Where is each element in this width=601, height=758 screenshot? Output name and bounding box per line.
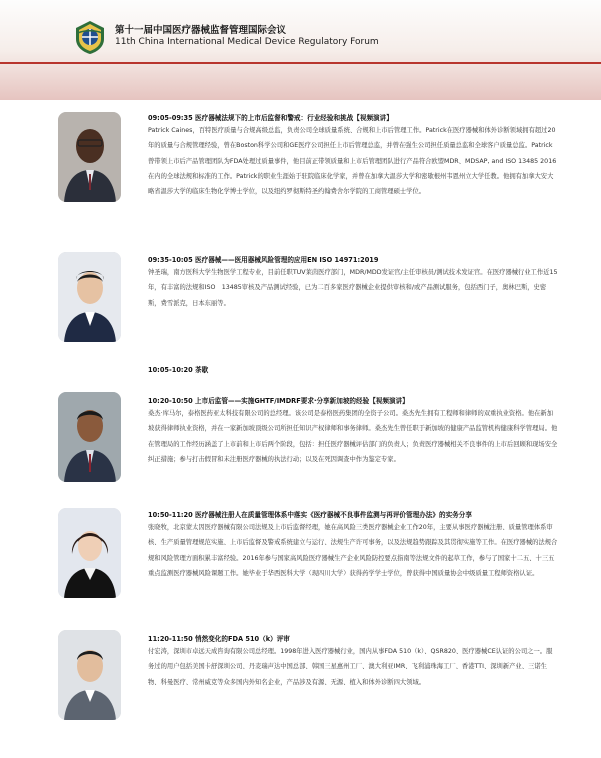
session-2-bio: 钟圣瑞，南方医科大学生物医学工程专业，目前任职TUV莱茵医疗部门，MDR/MDD发证官/主任审核员/测试技术发证官。在医疗器械行业工作近15年，有丰富的法规和ISO 13485审核及产品测试经验，已为二百多家医疗器械企业提供审核和/或产品测试服务，包括西门子，奥林巴斯，史密斯，费雪派克，日本东丽等。 xyxy=(148,269,558,307)
conference-logo xyxy=(72,19,108,55)
tea-break: 10:05-10:20 茶歇 xyxy=(148,366,209,374)
header-divider xyxy=(0,62,601,64)
conference-title-cn: 第十一届中国医疗器械监督管理国际会议 xyxy=(115,25,287,36)
session-2-title: 09:35-10:05 医疗器械——医用器械风险管理的应用EN ISO 14971:2019 xyxy=(148,256,379,264)
session-3-bio: 桑杰·库马尔，泰格医药亚太科技有限公司的总经理。该公司是泰格医药集团的全资子公司。桑杰先生拥有工程师和律师的双重执业资格。他在新加坡获得律师执业资格，并在一家新加坡顶级公司所担任知识产权律师和事务律师。桑杰先生曾任职于新加坡的健康产品监管机构健康科学管理局。他在管理局的工作经历涵盖了上市前和上市后两个阶段，包括：担任医疗器械评估部门的负责人；负责医疗器械相关不良事件的上市后回顾和现场安全纠正措施；参与打击假冒和未注册医疗器械的执法行动；以及在死因调查中作为鉴定专家。 xyxy=(148,410,558,463)
speaker-photo-2 xyxy=(58,252,121,342)
speaker-photo-3 xyxy=(58,392,121,482)
conference-title-en: 11th China International Medical Device Regulatory Forum xyxy=(115,37,379,47)
session-1-title: 09:05-09:35 医疗器械法规下的上市后监督和警戒：行业经验和挑战【视频演讲】 xyxy=(148,114,393,122)
session-5-title: 11:20-11:50 悄然变化的FDA 510（k）评审 xyxy=(148,635,290,643)
speaker-photo-5 xyxy=(58,630,121,720)
speaker-photo-1 xyxy=(58,112,121,202)
speaker-photo-4 xyxy=(58,508,121,598)
session-1-bio: Patrick Caines，百特医疗质量与合规高级总监，负责公司全球质量系统、合规和上市后管理工作。Patrick在医疗器械和体外诊断领域拥有超过20年的质量与合规管理经验，曾在Boston科学公司和GE医疗公司担任上市后管理总监，并曾在强生公司担任质量总监和全球客户质量总监。Patrick曾带领上市后产品管理团队为FDA处理过质量事件，他目前正带领质量和上市后管理团队进行产品符合欧盟MDR、MDSAP, and ISO 13485 2016在内的全球法规和标准的工作。Patrick的职业生涯始于驻院临床化学家，并曾在加拿大温莎大学和密歇根州韦恩州立大学任教。他拥有加拿大安大略省温莎大学的临床生物化学博士学位，以及纽约罗彻斯特圣约翰费舍尔学院的工商管理硕士学位。 xyxy=(148,127,557,196)
session-4-bio: 张晓牧，北京蒙太因医疗器械有限公司法规及上市后监督经理，她在高风险三类医疗器械企业工作20年，主要从事医疗器械注册、质量管理体系审核、生产质量管理规范实施、上市后监督及警戒系统建立与运行、法规生产许可事务，以及法规趋势跟踪及其贯彻实施等工作。在医疗器械的法规合规和风险管理方面积累丰富经验。2016年参与国家高风险医疗器械生产企业风险防控要点指南等法规文件的起草工作，参与了国家十二五、十三五重点监测医疗器械风险课题工作。她毕业于华西医科大学（现四川大学）获得药学学士学位，曾获得中国质量协会中级质量工程师资格认证。 xyxy=(148,524,558,577)
session-4-title: 10:50-11:20 医疗器械注册人在质量管理体系中落实《医疗器械不良事件监测与再评价管理办法》的实务分享 xyxy=(148,511,472,519)
session-3-title: 10:20-10:50 上市后监管——实施GHTF/IMDRF要求·分享新加坡的经验【视频演讲】 xyxy=(148,397,409,405)
session-5-bio: 付宏涛，深圳市卓远天成咨询有限公司总经理。1998年进入医疗器械行业，国内从事FDA 510（k）、QSR820、医疗器械CE认证的公司之一。服务过的用户包括美国卡舒深圳公司、丹麦瑞声达中国总部、韩国三星惠州工厂、澳大利亚IMR、飞利浦珠海工厂、香港TTI、深圳新产业、三诺生物、科曼医疗、常州威克等众多国内外知名企业，产品涉及有源、无源、植入和体外诊断四大领域。 xyxy=(148,648,553,686)
